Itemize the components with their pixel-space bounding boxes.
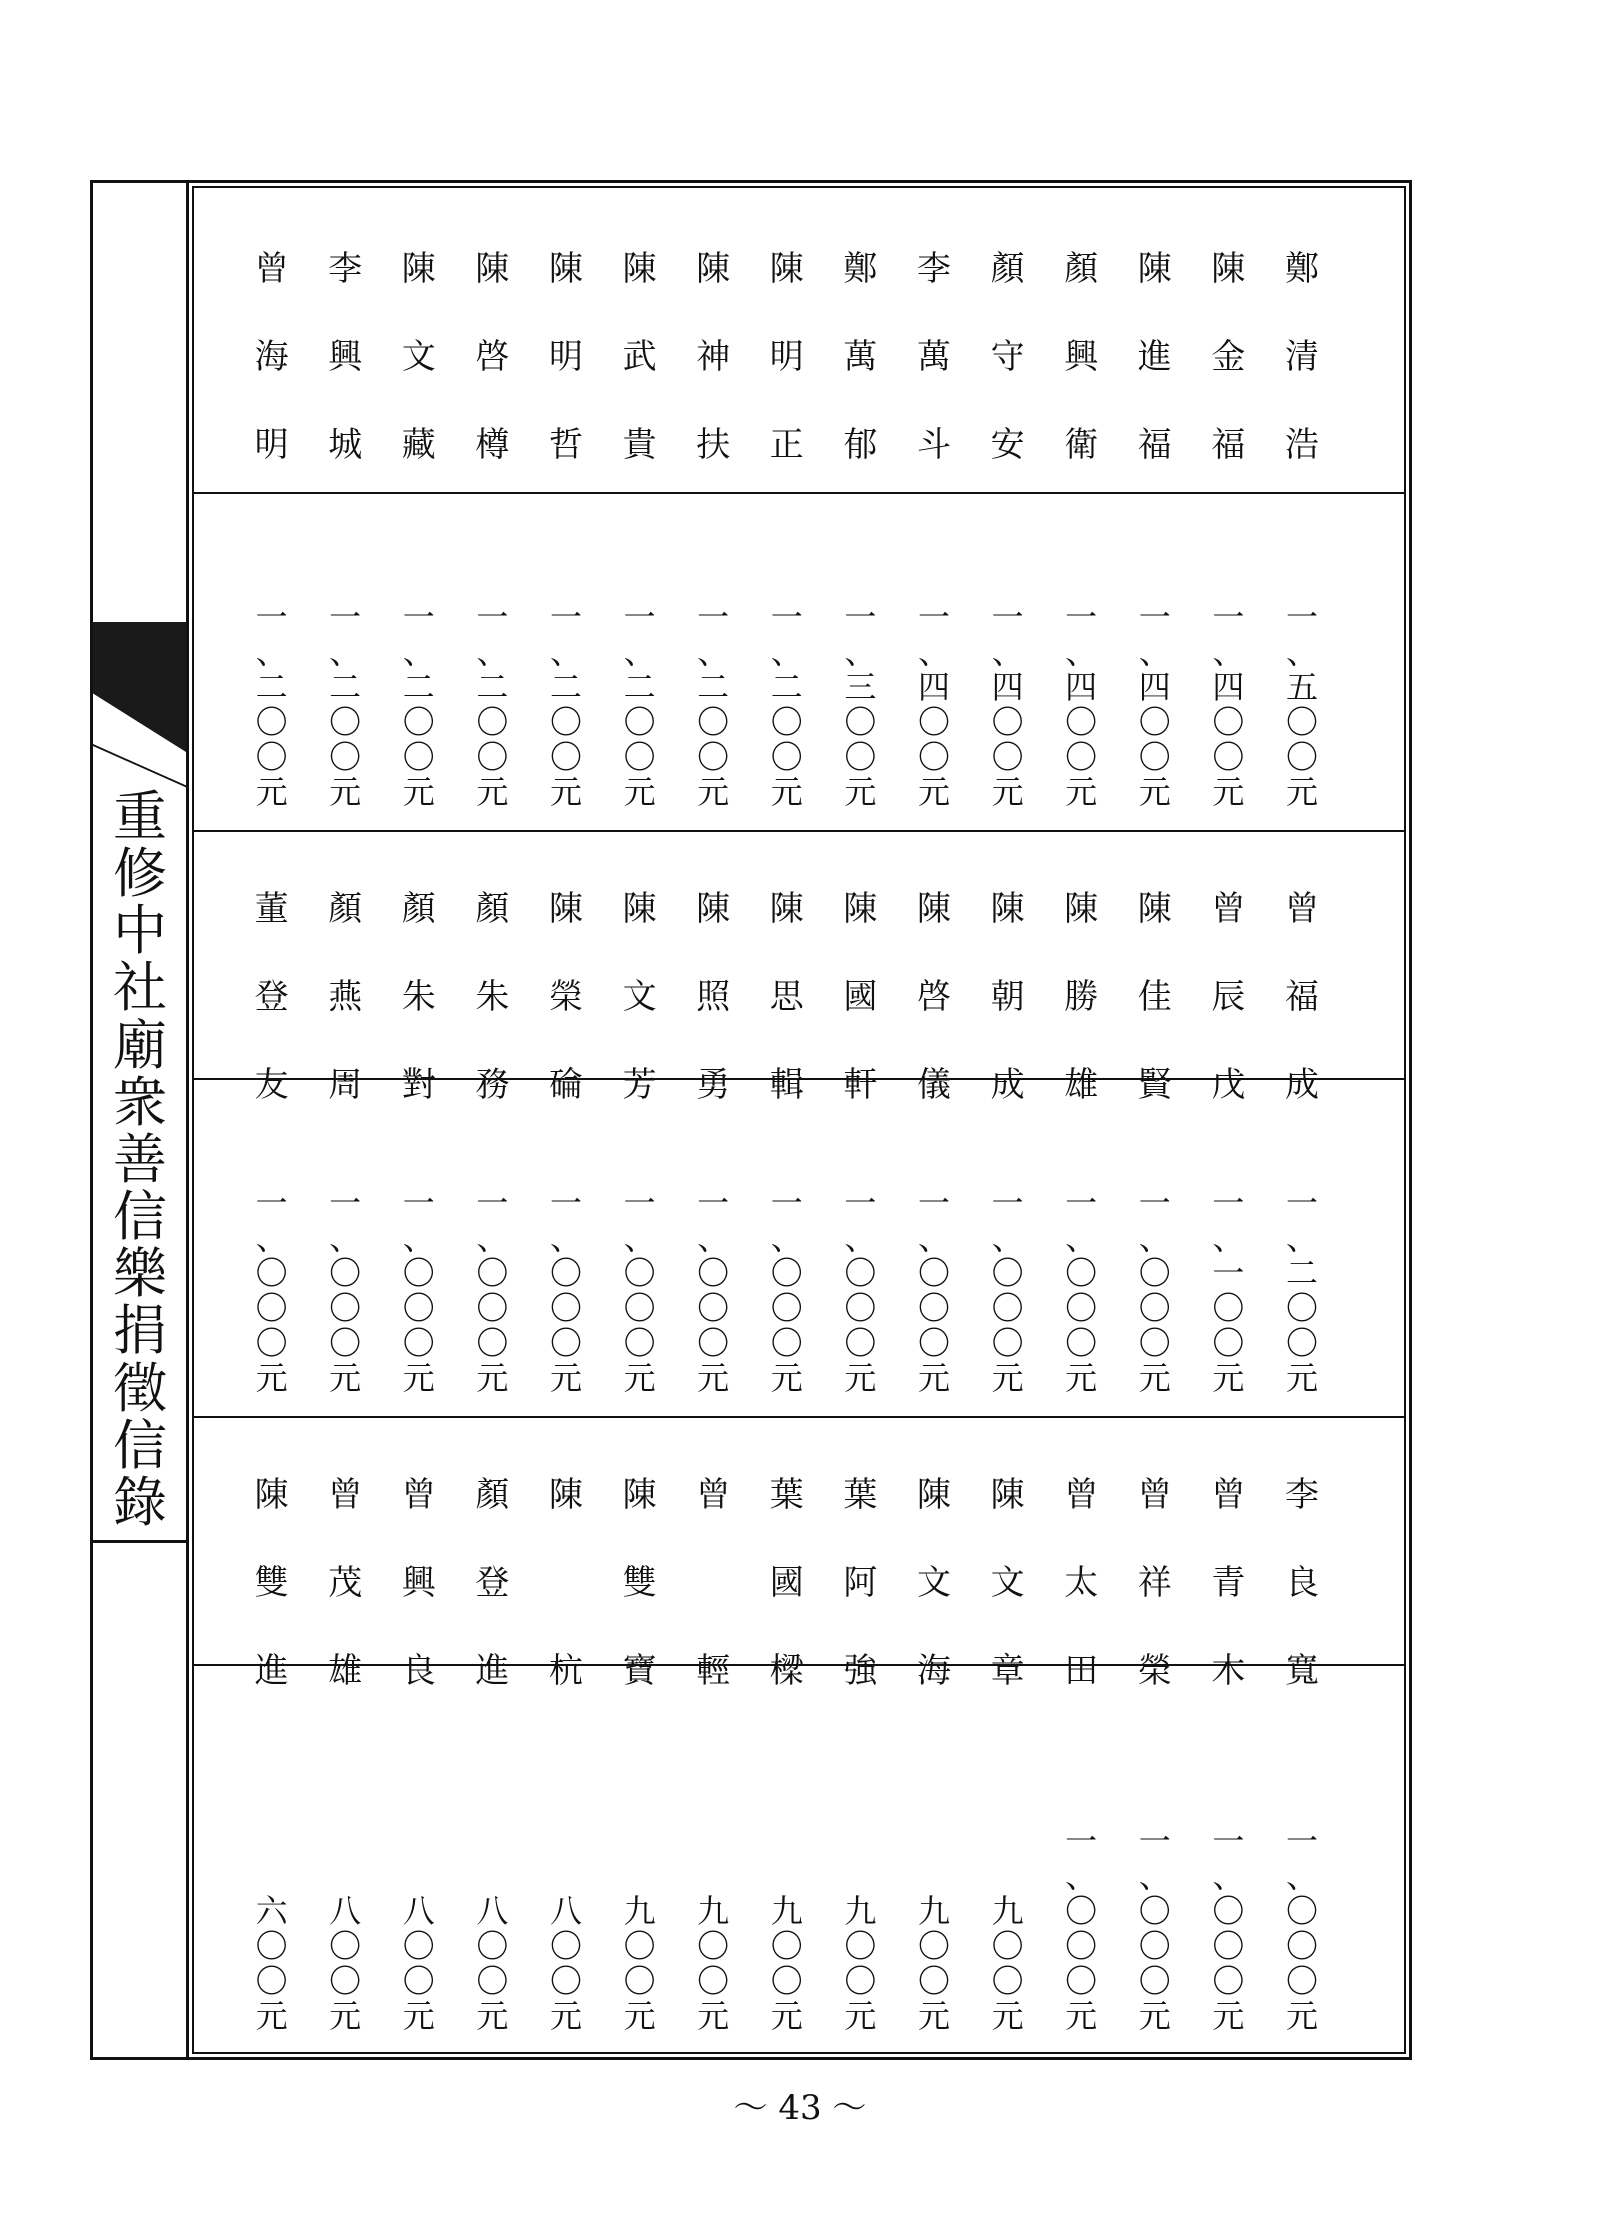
donor-name: 曾 辰 戊 <box>1211 889 1246 1105</box>
donation-amount: 一 、 〇 〇 〇 元 <box>770 1184 803 1397</box>
donation-amount: 六 〇 〇 元 <box>255 1892 288 2035</box>
donation-amount: 一 、 〇 〇 〇 元 <box>844 1184 877 1397</box>
spine-title-char: 捐 <box>113 1299 167 1363</box>
donation-amount: 一 、 〇 〇 〇 元 <box>1138 1184 1171 1397</box>
donor-name: 陳 武 貴 <box>622 249 657 465</box>
donor-name: 顏 朱 對 <box>401 889 436 1105</box>
donor-name: 曾 太 田 <box>1064 1475 1099 1691</box>
donation-amount: 一 、 二 〇 〇 元 <box>549 598 582 811</box>
donor-name: 陳 佳 賢 <box>1137 889 1172 1105</box>
donor-name: 曾 祥 榮 <box>1137 1475 1172 1691</box>
spine-title-char: 信 <box>113 1185 167 1249</box>
donation-amount: 一 、 〇 〇 〇 元 <box>255 1184 288 1397</box>
donation-amount: 九 〇 〇 元 <box>917 1892 950 2035</box>
donor-name: 顏 守 安 <box>990 249 1025 465</box>
donor-name: 顏 興 衛 <box>1064 249 1099 465</box>
donation-amount: 一 、 〇 〇 〇 元 <box>1138 1822 1171 2035</box>
donor-name: 陳 明 正 <box>769 249 804 465</box>
donation-amount: 一 、 二 〇 〇 元 <box>770 598 803 811</box>
donor-name: 陳 文 藏 <box>401 249 436 465</box>
donation-amount: 八 〇 〇 元 <box>549 1892 582 2035</box>
donation-amount: 九 〇 〇 元 <box>770 1892 803 2035</box>
donation-amount: 一 、 四 〇 〇 元 <box>1138 598 1171 811</box>
donor-name: 陳 國 軒 <box>843 889 878 1105</box>
donor-name: 葉 阿 強 <box>843 1475 878 1691</box>
donor-name: 曾 福 成 <box>1285 889 1319 1105</box>
donation-amount: 一 、 〇 〇 〇 元 <box>1065 1822 1098 2035</box>
page-number: ～ 43 ～ <box>733 2088 867 2128</box>
donor-name: 陳 勝 雄 <box>1064 889 1099 1105</box>
donation-amount: 九 〇 〇 元 <box>844 1892 877 2035</box>
donor-name: 陳 文 章 <box>990 1475 1025 1691</box>
donor-name: 陳 雙 進 <box>254 1475 289 1691</box>
donation-amount: 一 、 四 〇 〇 元 <box>917 598 950 811</box>
donor-name: 陳 神 扶 <box>696 249 731 465</box>
donor-name: 陳 思 輯 <box>769 889 804 1105</box>
donor-name: 顏 登 進 <box>475 1475 510 1691</box>
spine-title-char: 社 <box>113 956 167 1020</box>
donor-name: 顏 朱 務 <box>475 889 510 1105</box>
donation-amount: 一 、 四 〇 〇 元 <box>1065 598 1098 811</box>
donor-name: 曾 輕 <box>696 1475 731 1691</box>
spine-title-char: 重 <box>113 785 167 848</box>
donor-name: 陳 明 哲 <box>549 249 583 465</box>
donation-amount: 一 、 〇 〇 〇 元 <box>1065 1184 1098 1397</box>
donation-amount: 九 〇 〇 元 <box>623 1892 656 2035</box>
donation-amount: 一 、 〇 〇 〇 元 <box>991 1184 1024 1397</box>
register-inner-frame <box>192 186 1406 2054</box>
spine-title <box>98 785 182 1534</box>
donation-amount: 一 、 二 〇 〇 元 <box>402 598 435 811</box>
donor-name: 顏 燕 周 <box>328 889 363 1105</box>
donation-amount: 一 、 〇 〇 〇 元 <box>917 1184 950 1397</box>
spine-title-char: 衆 <box>113 1070 167 1134</box>
donor-name: 曾 興 良 <box>401 1475 436 1691</box>
donation-amount: 一 、 四 〇 〇 元 <box>1212 598 1245 811</box>
spine-title-char: 徵 <box>113 1356 167 1420</box>
donor-name: 陳 進 福 <box>1137 249 1172 465</box>
donation-amount: 一 、 〇 〇 〇 元 <box>549 1184 582 1397</box>
section-divider <box>192 830 1406 832</box>
spine-title-char: 修 <box>113 842 167 906</box>
donor-name: 董 登 友 <box>254 889 289 1105</box>
section-divider <box>192 1416 1406 1418</box>
donation-amount: 一 、 二 〇 〇 元 <box>329 598 362 811</box>
donation-amount: 一 、 二 〇 〇 元 <box>1285 1184 1318 1397</box>
spine-bottom-rule <box>93 1540 186 1543</box>
donation-amount: 一 、 〇 〇 〇 元 <box>402 1184 435 1397</box>
spine-divider <box>186 180 189 2060</box>
donor-name: 鄭 清 浩 <box>1285 249 1319 465</box>
donation-amount: 八 〇 〇 元 <box>476 1892 509 2035</box>
donor-name: 葉 國 樑 <box>769 1475 804 1691</box>
donation-amount: 一 、 〇 〇 〇 元 <box>476 1184 509 1397</box>
donor-name: 李 萬 斗 <box>917 249 951 465</box>
donor-name: 李 興 城 <box>328 249 363 465</box>
donation-amount: 九 〇 〇 元 <box>991 1892 1024 2035</box>
spine-title-char: 善 <box>113 1127 167 1191</box>
donor-name: 陳 金 福 <box>1211 249 1246 465</box>
spine-title-char: 樂 <box>113 1242 167 1306</box>
donation-amount: 一 、 五 〇 〇 元 <box>1285 598 1318 811</box>
donation-amount: 一 、 二 〇 〇 元 <box>476 598 509 811</box>
donation-amount: 一 、 二 〇 〇 元 <box>697 598 730 811</box>
donation-amount: 一 、 〇 〇 〇 元 <box>329 1184 362 1397</box>
donation-amount: 一 、 二 〇 〇 元 <box>255 598 288 811</box>
donor-name: 陳 文 海 <box>917 1475 951 1691</box>
donation-amount: 一 、 〇 〇 〇 元 <box>697 1184 730 1397</box>
donor-name: 曾 青 木 <box>1211 1475 1246 1691</box>
donor-name: 李 良 寬 <box>1285 1475 1319 1691</box>
donation-amount: 八 〇 〇 元 <box>329 1892 362 2035</box>
donor-name: 陳 照 勇 <box>696 889 731 1105</box>
donor-name: 鄭 萬 郁 <box>843 249 878 465</box>
section-divider <box>192 492 1406 494</box>
donation-amount: 一 、 一 〇 〇 元 <box>1212 1184 1245 1397</box>
spine-title-char: 信 <box>113 1413 167 1477</box>
donor-name: 陳 雙 寶 <box>622 1475 657 1691</box>
donation-amount: 一 、 〇 〇 〇 元 <box>1212 1822 1245 2035</box>
donation-amount: 九 〇 〇 元 <box>697 1892 730 2035</box>
donor-name: 陳 杭 <box>549 1475 583 1691</box>
spine-title-char: 廟 <box>113 1013 167 1077</box>
donor-name: 陳 啓 儀 <box>917 889 951 1105</box>
donor-name: 陳 朝 成 <box>990 889 1025 1105</box>
donor-name: 曾 海 明 <box>254 249 289 465</box>
donation-amount: 一 、 四 〇 〇 元 <box>991 598 1024 811</box>
donation-amount: 一 、 三 〇 〇 元 <box>844 598 877 811</box>
spine-title-char: 錄 <box>113 1470 167 1534</box>
donation-amount: 八 〇 〇 元 <box>402 1892 435 2035</box>
donation-amount: 一 、 〇 〇 〇 元 <box>1285 1822 1318 2035</box>
donation-amount: 一 、 二 〇 〇 元 <box>623 598 656 811</box>
donor-name: 陳 文 芳 <box>622 889 657 1105</box>
spine-title-char: 中 <box>113 899 167 963</box>
donor-name: 陳 榮 碖 <box>549 889 583 1105</box>
donor-name: 曾 茂 雄 <box>328 1475 363 1691</box>
donation-amount: 一 、 〇 〇 〇 元 <box>623 1184 656 1397</box>
donor-name: 陳 啓 樽 <box>475 249 510 465</box>
